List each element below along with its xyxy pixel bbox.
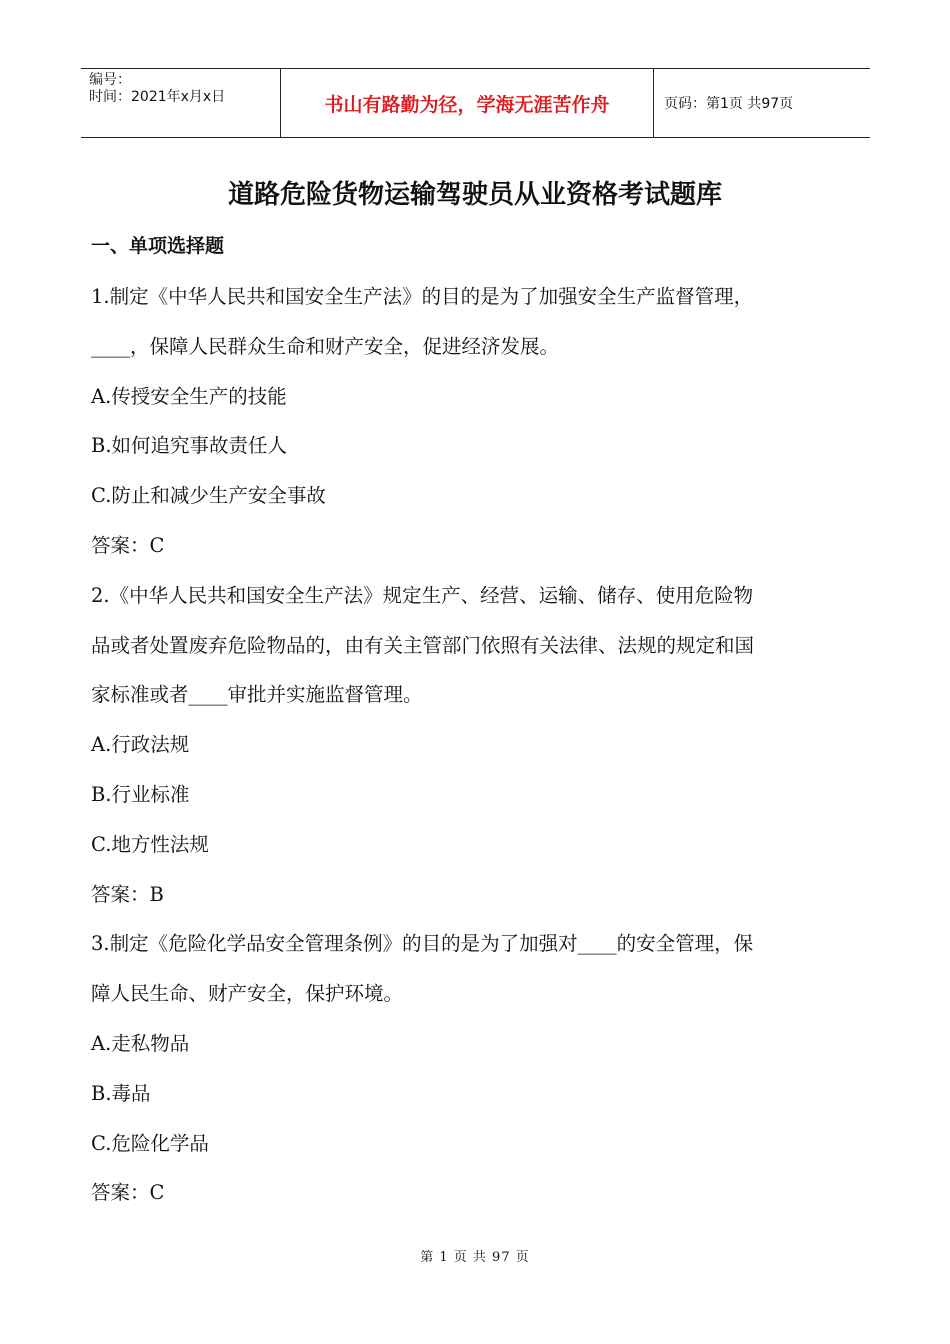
text-line: B.行业标准 (91, 782, 190, 806)
text-line: B.毒品 (91, 1081, 151, 1105)
document-header (81, 68, 870, 138)
section-heading: 一、单项选择题 (91, 235, 225, 257)
text-line: C.地方性法规 (91, 832, 209, 856)
answer-line: 答案：B (91, 882, 164, 906)
text-line: C.防止和减少生产安全事故 (91, 484, 326, 508)
text-line: 3.制定《危险化学品安全管理条例》的目的是为了加强对____的安全管理，保 (91, 932, 754, 956)
number-label: 编号： (89, 72, 131, 88)
text-line: 1.制定《中华人民共和国安全生产法》的目的是为了加强安全生产监督管理， (91, 285, 754, 308)
question-list (91, 272, 861, 1218)
text-line: 家标准或者____审批并实施监督管理。 (91, 683, 423, 707)
text-line: C.危险化学品 (91, 1131, 209, 1155)
text-line: 品或者处置废弃危险物品的，由有关主管部门依照有关法律、法规的规定和国 (91, 633, 755, 657)
text-line: 2.《中华人民共和国安全生产法》规定生产、经营、运输、储存、使用危险物 (91, 583, 754, 607)
document-title: 道路危险货物运输驾驶员从业资格考试题库 (227, 180, 722, 210)
date-text: 时间：2021年x月x日 (89, 89, 226, 105)
header-motto: 书山有路勤为径，学海无涯苦作舟 (281, 69, 654, 137)
text-line: 障人民生命、财产安全，保护环境。 (91, 982, 404, 1006)
answer-line: 答案：C (91, 1181, 165, 1205)
text-line: B.如何追究事故责任人 (91, 434, 288, 458)
page-footer: 第 1 页 共 97 页 (420, 1250, 530, 1265)
text-line: ____，保障人民群众生命和财产安全，促进经济发展。 (91, 334, 560, 358)
text-line: A.走私物品 (91, 1031, 190, 1055)
header-page-info: 页码：第1页 共97页 (664, 96, 794, 112)
answer-line: 答案：C (91, 533, 165, 557)
text-line: A.行政法规 (91, 733, 190, 757)
header-meta (81, 69, 281, 137)
text-line: A.传授安全生产的技能 (91, 384, 287, 408)
